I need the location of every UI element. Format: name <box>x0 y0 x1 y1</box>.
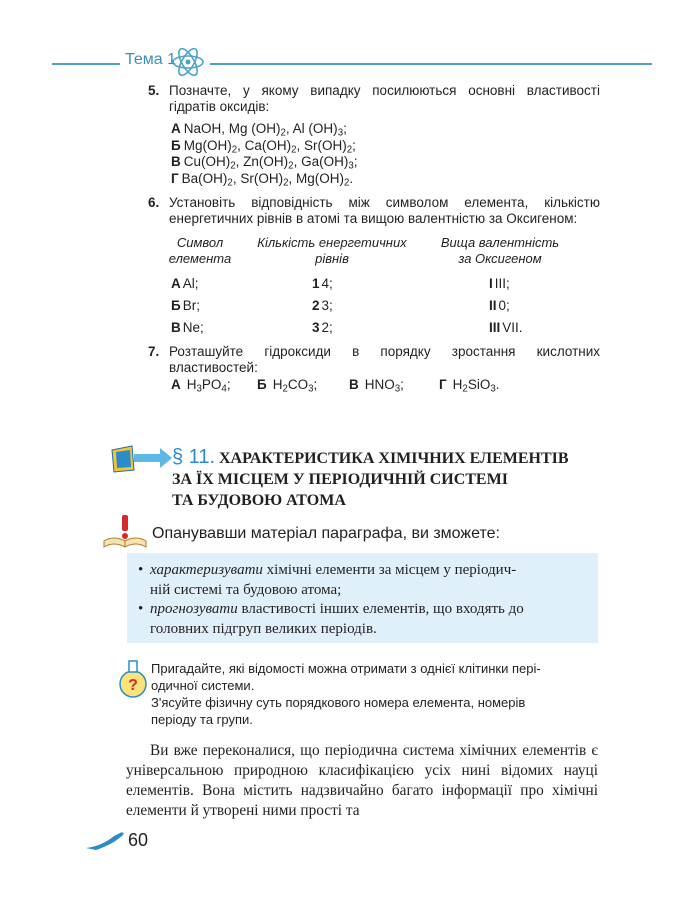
cell-value: III; <box>494 276 510 291</box>
cell-label: 1 <box>312 276 320 291</box>
answer-option <box>171 138 356 154</box>
header-line: Кількість енергетичних <box>257 235 407 250</box>
topic-title: Тема 1 <box>125 51 177 68</box>
open-book-exclamation-icon <box>100 513 150 553</box>
section-title-line: ХАРАКТЕРИСТИКА ХІМІЧНИХ ЕЛЕМЕНТІВ <box>219 450 569 467</box>
goal-text: властивості інших елементів, що входять до <box>237 601 524 617</box>
header-line: за Оксигеном <box>458 251 542 266</box>
bullet: • <box>138 562 144 578</box>
recall-line: одичної системи. <box>151 678 255 693</box>
goal-item <box>138 599 590 639</box>
table-cell <box>171 298 200 313</box>
cell-value: 2; <box>321 320 333 335</box>
flask-question-icon <box>116 657 150 699</box>
header-rule-right <box>210 63 652 65</box>
option-formula: $Ba(OH)_2$, $Sr(OH)_2$, $Mg(OH)_2$. <box>181 170 354 188</box>
answer-option <box>171 377 231 393</box>
column-header-valence <box>430 235 570 267</box>
section-title-line: ЗА ЇХ МІСЦЕМ У ПЕРІОДИЧНІЙ СИСТЕМІ <box>172 471 508 488</box>
answer-option <box>349 377 404 393</box>
cell-value: 0; <box>498 298 510 313</box>
cell-label: А <box>171 276 181 291</box>
goal-text: головних підгруп великих періодів. <box>150 621 377 637</box>
cell-label: I <box>489 276 493 291</box>
question-number: 5. <box>148 83 160 98</box>
goal-verb: прогнозувати <box>150 601 238 617</box>
atom-icon <box>170 44 206 80</box>
goal-text: ній системі та будовою атома; <box>150 582 342 598</box>
section-arrow-icon <box>108 442 174 474</box>
table-cell <box>312 298 333 313</box>
answer-option <box>171 171 353 187</box>
answer-option <box>171 121 347 137</box>
option-formula: $H_2SiO_3$. <box>452 377 500 395</box>
goal-verb: характеризувати <box>150 562 263 578</box>
table-cell <box>171 276 199 291</box>
option-formula: $H_2CO_3$; <box>272 377 318 395</box>
goal-text: хімічні елементи за місцем у періодич- <box>262 562 517 578</box>
cell-value: VII. <box>502 320 523 335</box>
option-letter: Г <box>439 377 447 392</box>
table-cell <box>489 298 510 313</box>
option-formula: NaOH, Mg $(OH)_2$, Al $(OH)_3$; <box>183 121 347 139</box>
option-formula: $HNO_3$; <box>364 377 404 395</box>
table-cell <box>312 320 333 335</box>
recall-line: Пригадайте, які відомості можна отримати з однієї клітинки пері- <box>151 661 541 676</box>
question-text: Установіть відповідність між символом елемента, кількістю енергетичних рівнів в атомі та вищою валентністю за Оксигеном: <box>169 195 600 226</box>
section-title-line: ТА БУДОВОЮ АТОМА <box>172 492 346 509</box>
cell-value: Ne; <box>182 320 204 335</box>
header-line: елемента <box>168 251 232 266</box>
section-title <box>172 447 592 511</box>
table-cell <box>489 276 510 291</box>
cell-value: Br; <box>182 298 200 313</box>
cell-label: В <box>171 320 181 335</box>
cell-value: 4; <box>321 276 333 291</box>
recall-line: З'ясуйте фізичну суть порядкового номера елемента, номерів <box>151 695 526 710</box>
header-rule-left <box>52 63 120 65</box>
recall-line: періоду та групи. <box>151 712 253 727</box>
table-cell <box>312 276 333 291</box>
table-cell <box>171 320 204 335</box>
section-number: § 11. <box>172 446 215 468</box>
cell-label: 3 <box>312 320 320 335</box>
question-7 <box>148 344 600 376</box>
question-text: Розташуйте гідроксиди в порядку зростання кислотних властивостей: <box>169 344 600 375</box>
option-letter: Г <box>171 170 179 186</box>
goal-item <box>138 560 590 600</box>
answer-option <box>171 154 358 170</box>
column-header-levels <box>252 235 412 267</box>
page-corner-wave-icon <box>86 830 126 850</box>
table-cell <box>489 320 523 335</box>
body-paragraph: Ви вже переконалися, що періодична система хімічних елементів є універсальною природною класифікацією усіх нині відомих науці елементів. Вона містить надзвичайно багато інформації про хімічні елементи й утворені ними прості та <box>126 742 598 819</box>
column-header-symbol <box>160 235 240 267</box>
cell-label: 2 <box>312 298 320 313</box>
question-number: 6. <box>148 195 160 210</box>
question-6 <box>148 195 600 227</box>
header-line: Вища валентність <box>440 235 560 250</box>
cell-label: Б <box>171 298 181 313</box>
option-letter: А <box>171 121 181 136</box>
option-formula: $Cu(OH)_2$, $Zn(OH)_2$, $Ga(OH)_3$; <box>183 154 358 172</box>
answer-option <box>439 377 500 393</box>
question-5 <box>148 83 600 115</box>
bullet: • <box>138 601 144 617</box>
cell-label: III <box>489 320 501 335</box>
option-letter: А <box>171 377 181 392</box>
page-number: 60 <box>128 830 149 850</box>
option-letter: В <box>349 377 359 392</box>
cell-value: 3; <box>321 298 333 313</box>
answer-option <box>257 377 317 393</box>
cell-label: II <box>489 298 497 313</box>
header-line: рівнів <box>315 251 349 266</box>
option-formula: $Mg(OH)_2$, $Ca(OH)_2$, $Sr(OH)_2$; <box>183 137 356 155</box>
svg-text:?: ? <box>128 677 138 694</box>
option-letter: В <box>171 154 181 169</box>
option-letter: Б <box>171 137 181 153</box>
goals-intro: Опанувавши матеріал параграфа, ви зможете: <box>152 525 500 542</box>
question-text: Позначте, у якому випадку посилюються основні властивості гідратів оксидів: <box>169 83 600 114</box>
header-line: Символ <box>176 235 224 250</box>
option-letter: Б <box>257 377 267 392</box>
recall-text <box>151 660 601 728</box>
question-number: 7. <box>148 344 160 359</box>
option-formula: $H_3PO_4$; <box>186 377 231 395</box>
cell-value: Al; <box>182 276 199 291</box>
